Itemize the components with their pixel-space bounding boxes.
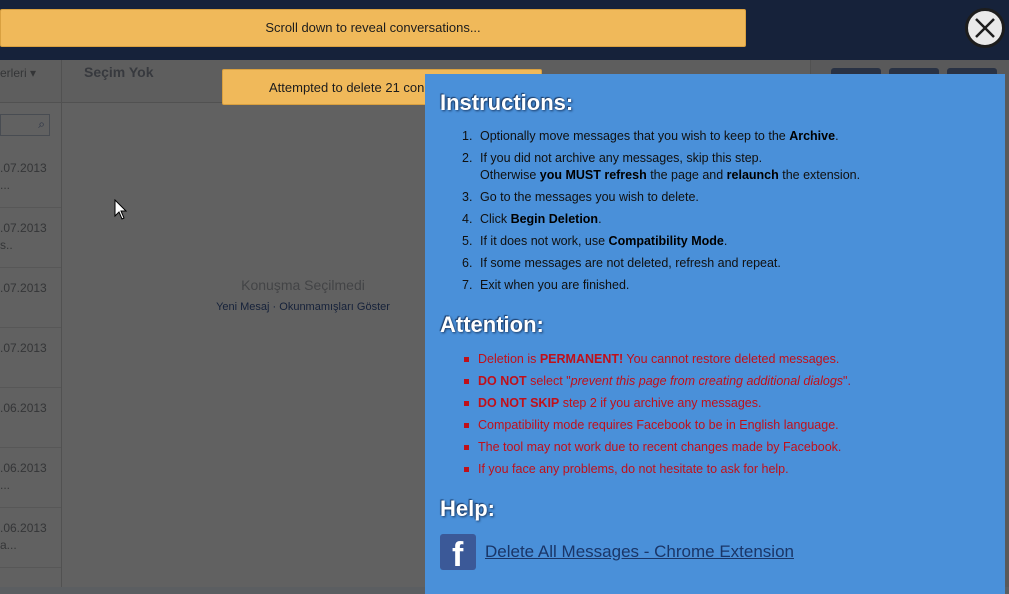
attention-item [440, 439, 991, 456]
step-text: If some messages are not deleted, refresh and repeat. [480, 256, 781, 270]
bullet-icon [464, 423, 469, 428]
step-bold: you MUST refresh [539, 168, 647, 182]
help-row [440, 534, 991, 574]
attention-bold: DO NOT [478, 374, 527, 388]
attention-item [440, 373, 991, 390]
step-text: the extension. [778, 168, 861, 182]
step-text: Otherwise [480, 168, 540, 182]
attention-item [440, 351, 991, 368]
step-bold: Archive [789, 129, 836, 143]
attention-item [440, 461, 991, 478]
step-text: If it does not work, use [480, 234, 609, 248]
step-text: Go to the messages you wish to delete. [480, 190, 699, 204]
attention-text: The tool may not work due to recent changes made by Facebook. [478, 440, 842, 454]
step-number: 2. [462, 151, 473, 165]
instructions-list [440, 128, 991, 294]
close-button[interactable] [965, 8, 1005, 48]
step-text: Exit when you are finished. [480, 278, 630, 292]
attention-item [440, 395, 991, 412]
close-icon [974, 17, 996, 39]
attention-text: step 2 if you archive any messages. [559, 396, 762, 410]
step-number: 4. [462, 212, 473, 226]
attention-text: Deletion is [478, 352, 540, 366]
step-text: Click [480, 212, 511, 226]
attention-text: select " [526, 374, 571, 388]
instruction-step [440, 277, 991, 294]
help-link[interactable]: Delete All Messages - Chrome Extension [485, 542, 794, 561]
step-number: 5. [462, 234, 473, 248]
attention-text: ". [843, 374, 851, 388]
attention-italic: prevent this page from creating additional dialogs [570, 374, 844, 388]
step-text: . [835, 129, 839, 143]
step-text: Optionally move messages that you wish to keep to the [480, 129, 790, 143]
attention-text: If you face any problems, do not hesitate to ask for help. [478, 462, 789, 476]
bullet-icon [464, 445, 469, 450]
help-heading: Help: [440, 496, 495, 521]
step-text: . [598, 212, 602, 226]
instruction-step [440, 150, 991, 184]
instruction-step [440, 211, 991, 228]
attention-text: Compatibility mode requires Facebook to be in English language. [478, 418, 839, 432]
bullet-icon [464, 379, 469, 384]
step-number: 7. [462, 278, 473, 292]
step-bold: Begin Deletion [510, 212, 599, 226]
attention-heading: Attention: [440, 312, 544, 337]
instruction-step [440, 189, 991, 206]
step-text: the page and [646, 168, 727, 182]
step-bold: Compatibility Mode [608, 234, 724, 248]
step-number: 1. [462, 129, 473, 143]
instructions-heading: Instructions: [440, 90, 574, 115]
attention-item [440, 417, 991, 434]
attention-bold: DO NOT SKIP [478, 396, 560, 410]
step-number: 6. [462, 256, 473, 270]
facebook-logo-icon[interactable]: f [440, 534, 476, 570]
bullet-icon [464, 401, 469, 406]
mouse-cursor-icon [114, 199, 128, 221]
instructions-panel [425, 74, 1005, 594]
delete-progress-toast: Attempted to delete 21 con [222, 69, 542, 105]
step-text: . [723, 234, 728, 248]
instruction-step [440, 128, 991, 145]
bullet-icon [464, 467, 469, 472]
bullet-icon [464, 357, 469, 362]
scroll-toast: Scroll down to reveal conversations... [0, 9, 746, 47]
instruction-step [440, 233, 991, 250]
attention-bold: PERMANENT! [539, 352, 624, 366]
instruction-step [440, 255, 991, 272]
attention-text: You cannot restore deleted messages. [623, 352, 840, 366]
step-bold: relaunch [726, 168, 779, 182]
attention-list [440, 351, 991, 478]
step-number: 3. [462, 190, 473, 204]
step-text: If you did not archive any messages, skip this step. [480, 151, 763, 165]
